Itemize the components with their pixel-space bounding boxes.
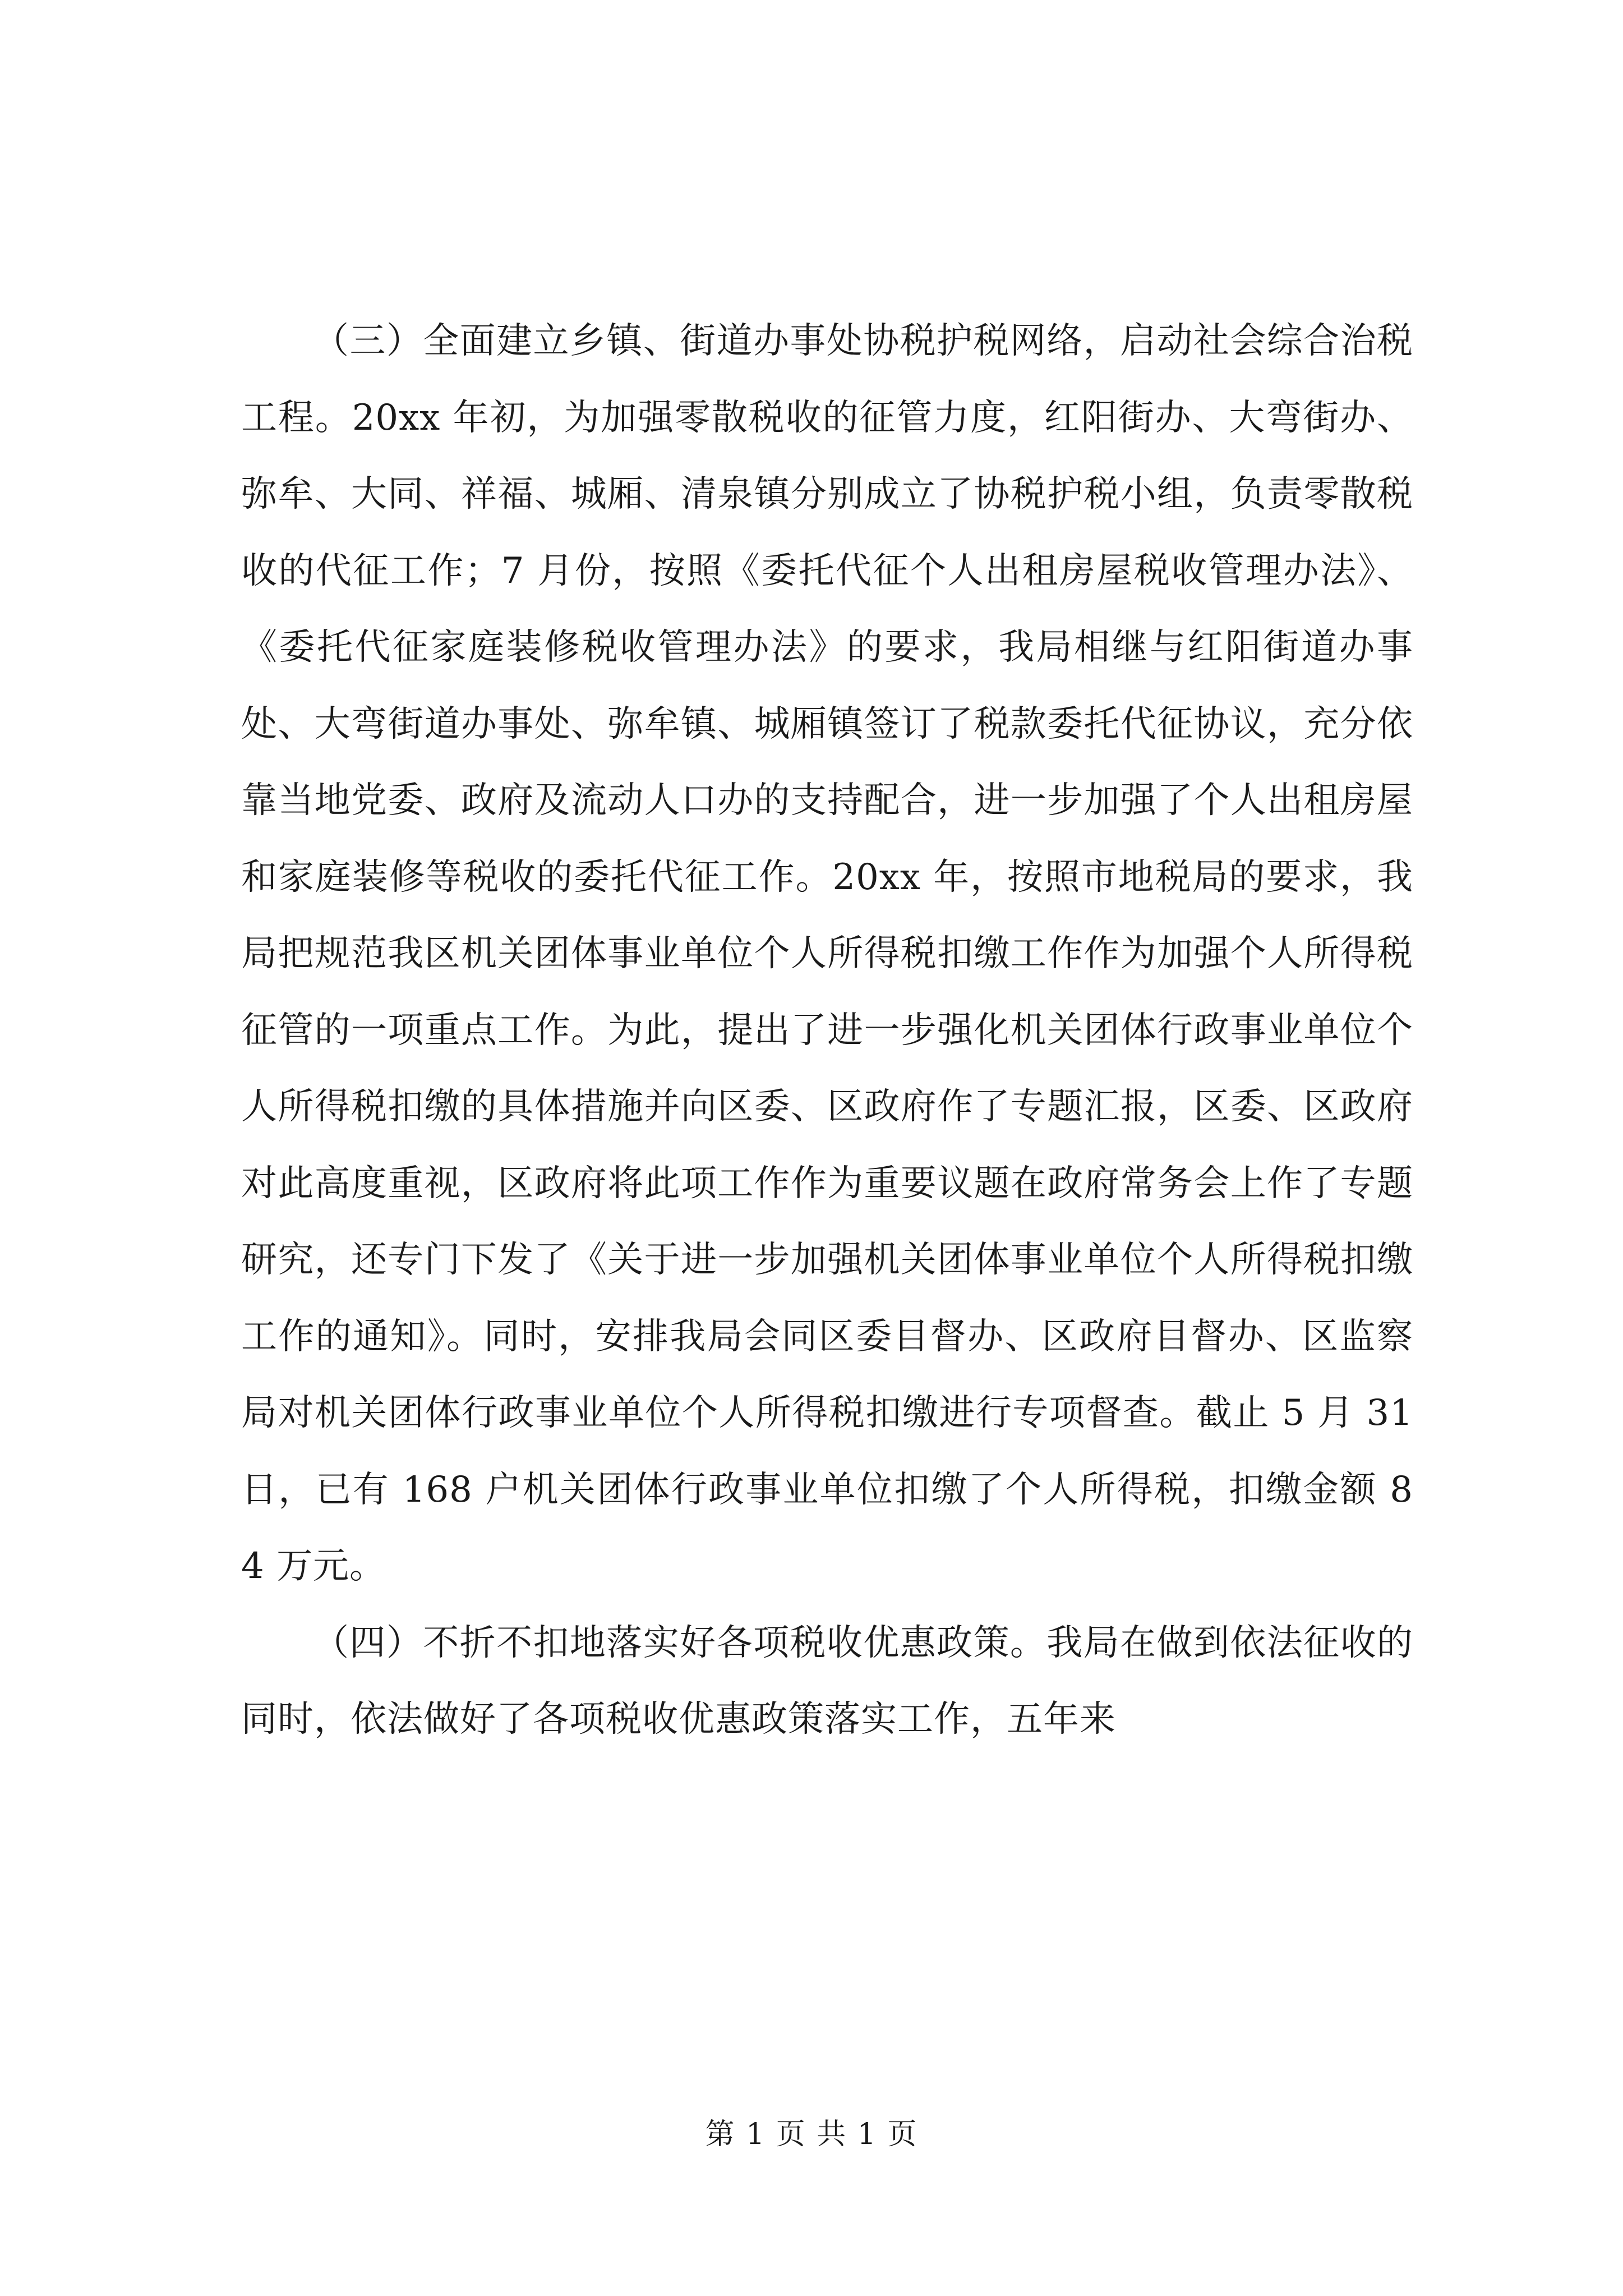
paragraph-4: （四）不折不扣地落实好各项税收优惠政策。我局在做到依法征收的同时，依法做好了各项税收优惠政策落实工作，五年来 — [241, 1622, 1413, 1740]
paragraph-3: （三）全面建立乡镇、街道办事处协税护税网络，启动社会综合治税工程。20xx 年初，为加强零散税收的征管力度，红阳街办、大弯街办、弥牟、大同、祥福、城厢、清泉镇分别成立了协税护税小组，负责零散税收的代征工作；7 月份，按照《委托代征个人出租房屋税收管理办法》、《委托代征家庭装修税收管理办法》的要求，我局相继与红阳街道办事处、大弯街道办事处、弥牟镇、城厢镇签订了税款委托代征协议，充分依靠当地党委、政府及流动人口办的支持配合，进一步加强了个人出租房屋和家庭装修等税收的委托代征工作。20xx 年，按照市地税局的要求，我局把规范我区机关团体事业单位个人所得税扣缴工作作为加强个人所得税征管的一项重点工作。为此，提出了进一步强化机关团体行政事业单位个人所得税扣缴的具体措施并向区委、区政府作了专题汇报，区委、区政府对此高度重视，区政府将此项工作作为重要议题在政府常务会上作了专题研究，还专门下发了《关于进一步加强机关团体事业单位个人所得税扣缴工作的通知》。同时，安排我局会同区委目督办、区政府目督办、区监察局对机关团体行政事业单位个人所得税扣缴进行专项督查。截止 5 月 31 日，已有 168 户机关团体行政事业单位扣缴了个人所得税，扣缴金额 84 万元。 — [241, 320, 1413, 1587]
document-body — [241, 303, 1413, 1758]
page-footer: 第 1 页 共 1 页 — [705, 2118, 918, 2151]
